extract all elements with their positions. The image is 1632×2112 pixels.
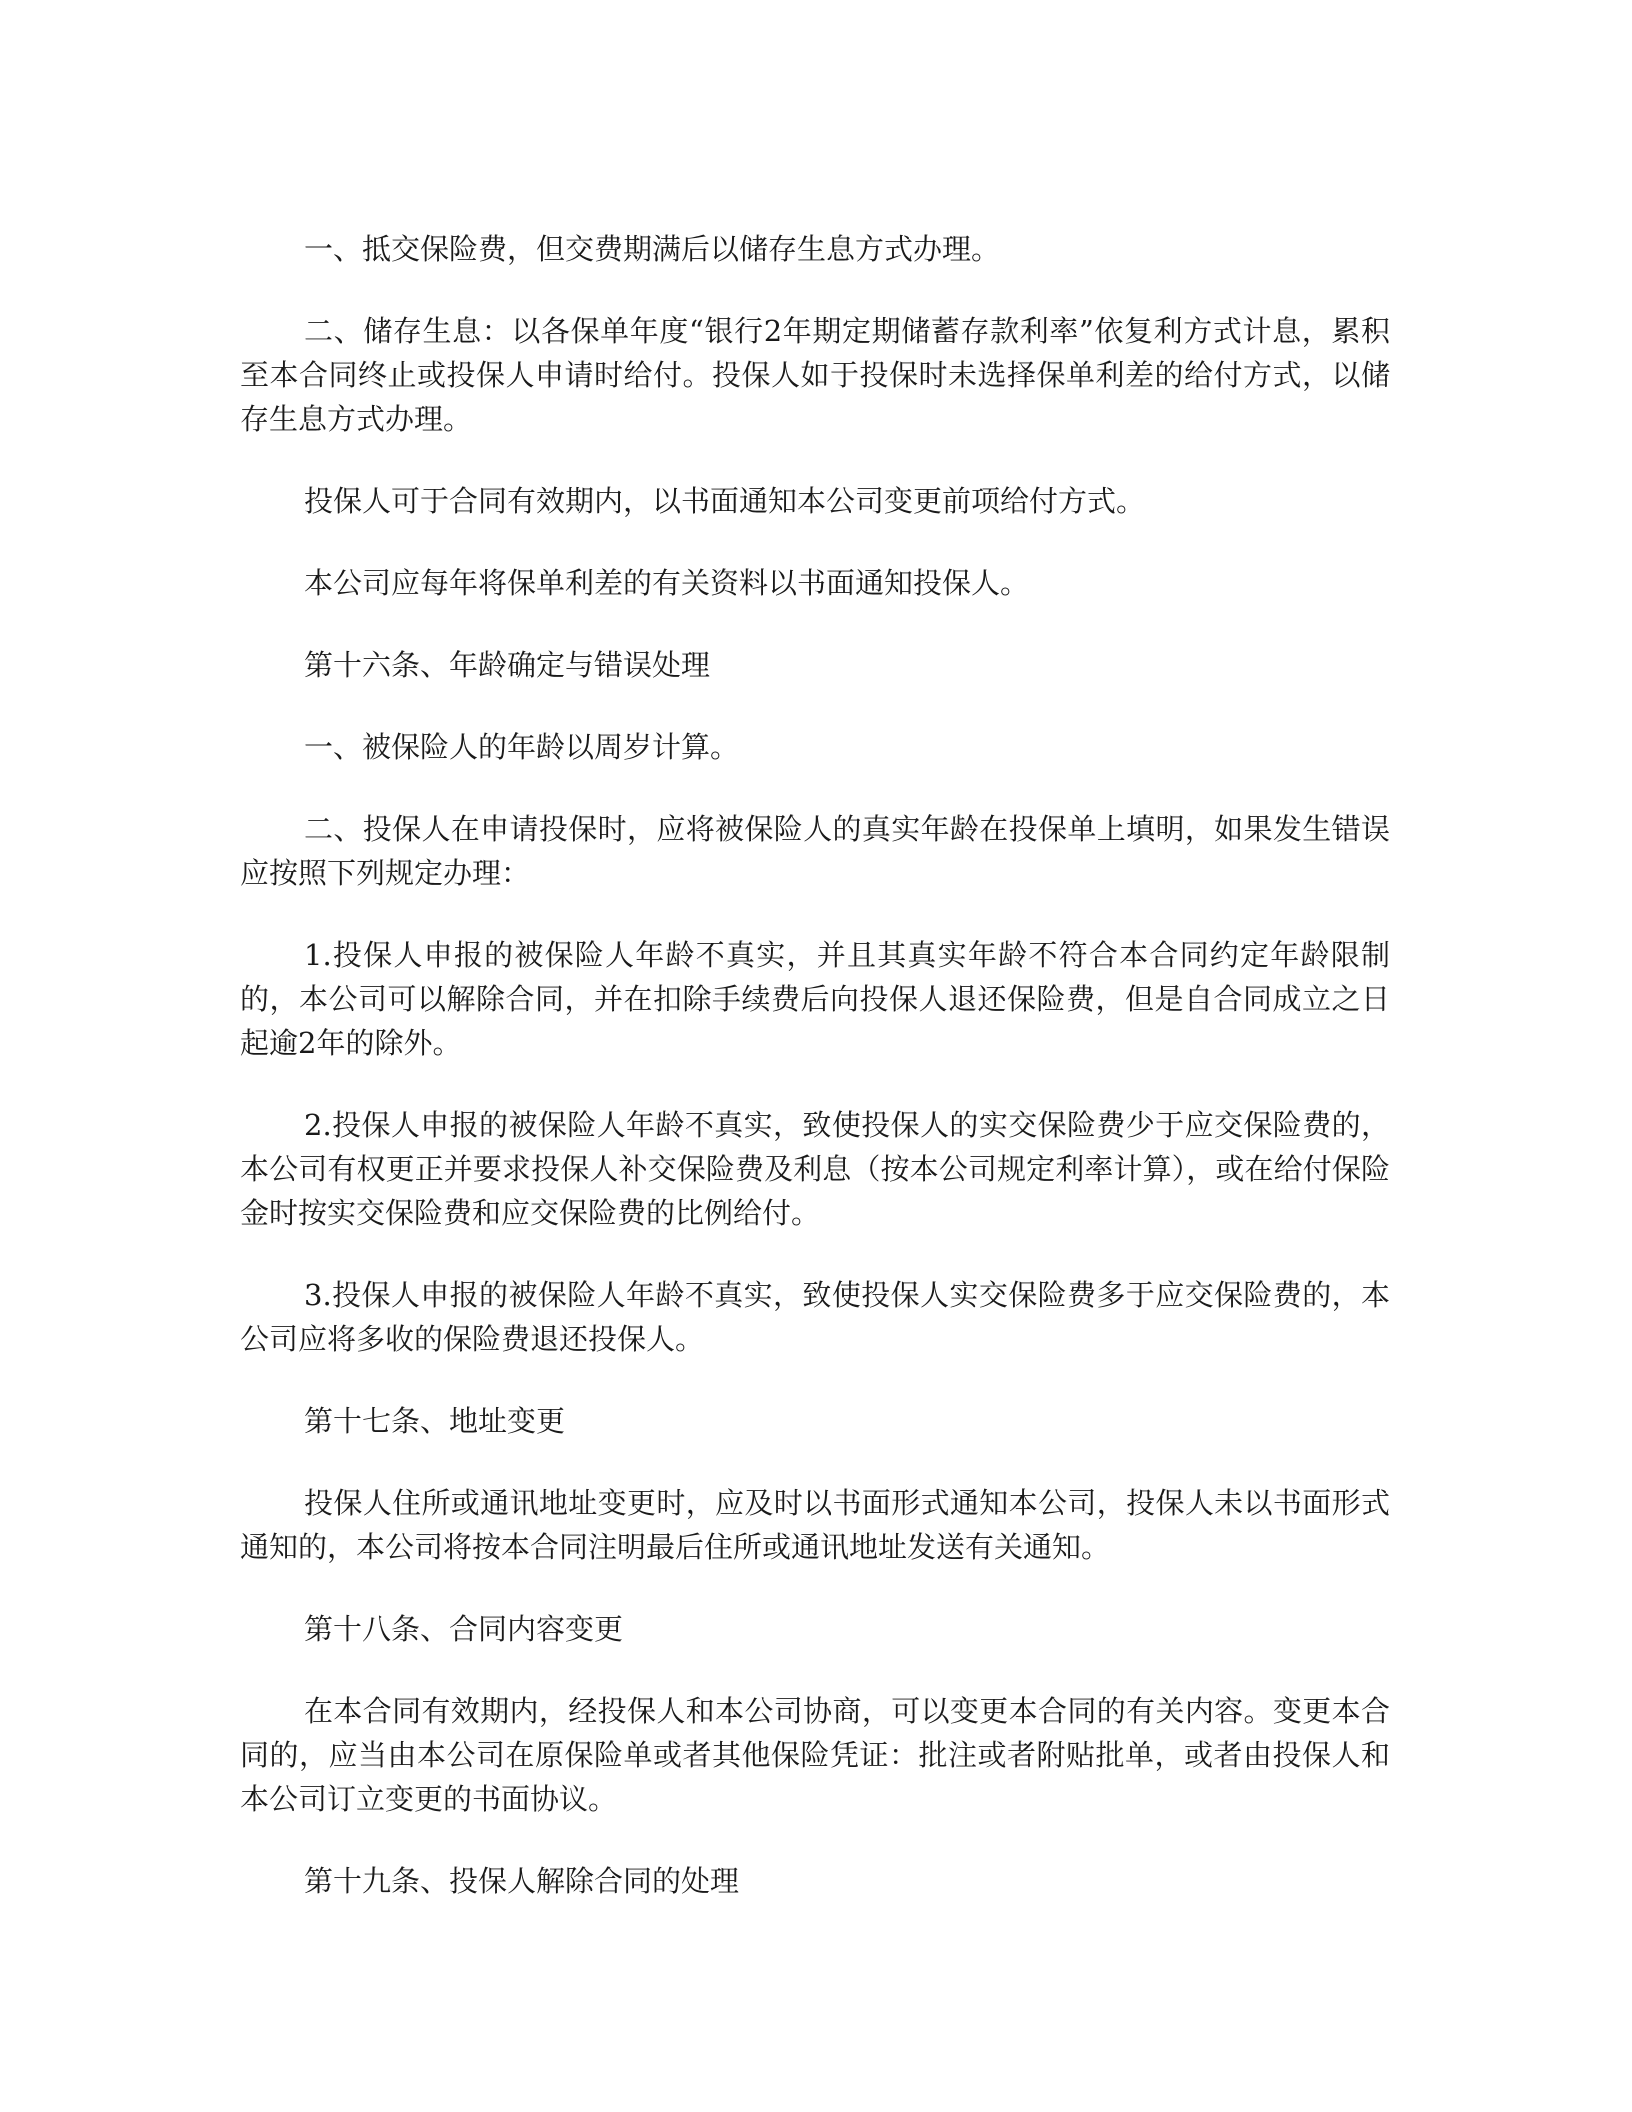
paragraph-change-payment-method: 投保人可于合同有效期内，以书面通知本公司变更前项给付方式。 xyxy=(304,484,1146,518)
paragraph-age-calculation: 一、被保险人的年龄以周岁计算。 xyxy=(304,730,740,764)
list-item-age-rule-1: 1.投保人申报的被保险人年龄不真实，并且其真实年龄不符合本合同约定年龄限制的，本公司可以解除合同，并在扣除手续费后向投保人退还保险费，但是自合同成立之日起逾2年的除外。 xyxy=(240,938,1390,1060)
list-item-age-rule-3: 3.投保人申报的被保险人年龄不真实，致使投保人实交保险费多于应交保险费的，本公司应将多收的保险费退还投保人。 xyxy=(240,1278,1390,1356)
section-heading-article-16: 第十六条、年龄确定与错误处理 xyxy=(304,648,711,682)
list-item-age-rule-2: 2.投保人申报的被保险人年龄不真实，致使投保人的实交保险费少于应交保险费的，本公司有权更正并要求投保人补交保险费及利息（按本公司规定利率计算），或在给付保险金时按实交保险费和应交保险费的比例给付。 xyxy=(240,1108,1390,1230)
paragraph-true-age-declaration: 二、投保人在申请投保时，应将被保险人的真实年龄在投保单上填明，如果发生错误应按照下列规定办理： xyxy=(240,812,1390,890)
paragraph-annual-notice: 本公司应每年将保单利差的有关资料以书面通知投保人。 xyxy=(304,566,1030,600)
document-page xyxy=(240,227,1390,1941)
paragraph-interest-accumulation: 二、储存生息：以各保单年度“银行2年期定期储蓄存款利率”依复利方式计息，累积至本合同终止或投保人申请时给付。投保人如于投保时未选择保单利差的给付方式，以储存生息方式办理。 xyxy=(240,314,1390,436)
paragraph-offset-premium: 一、抵交保险费，但交费期满后以储存生息方式办理。 xyxy=(304,232,1001,266)
section-heading-article-19: 第十九条、投保人解除合同的处理 xyxy=(304,1864,740,1898)
section-heading-article-17: 第十七条、地址变更 xyxy=(304,1404,566,1438)
paragraph-address-change: 投保人住所或通讯地址变更时，应及时以书面形式通知本公司，投保人未以书面形式通知的，本公司将按本合同注明最后住所或通讯地址发送有关通知。 xyxy=(240,1486,1390,1564)
section-heading-article-18: 第十八条、合同内容变更 xyxy=(304,1612,624,1646)
paragraph-contract-change: 在本合同有效期内，经投保人和本公司协商，可以变更本合同的有关内容。变更本合同的，应当由本公司在原保险单或者其他保险凭证：批注或者附贴批单，或者由投保人和本公司订立变更的书面协议。 xyxy=(240,1694,1390,1816)
